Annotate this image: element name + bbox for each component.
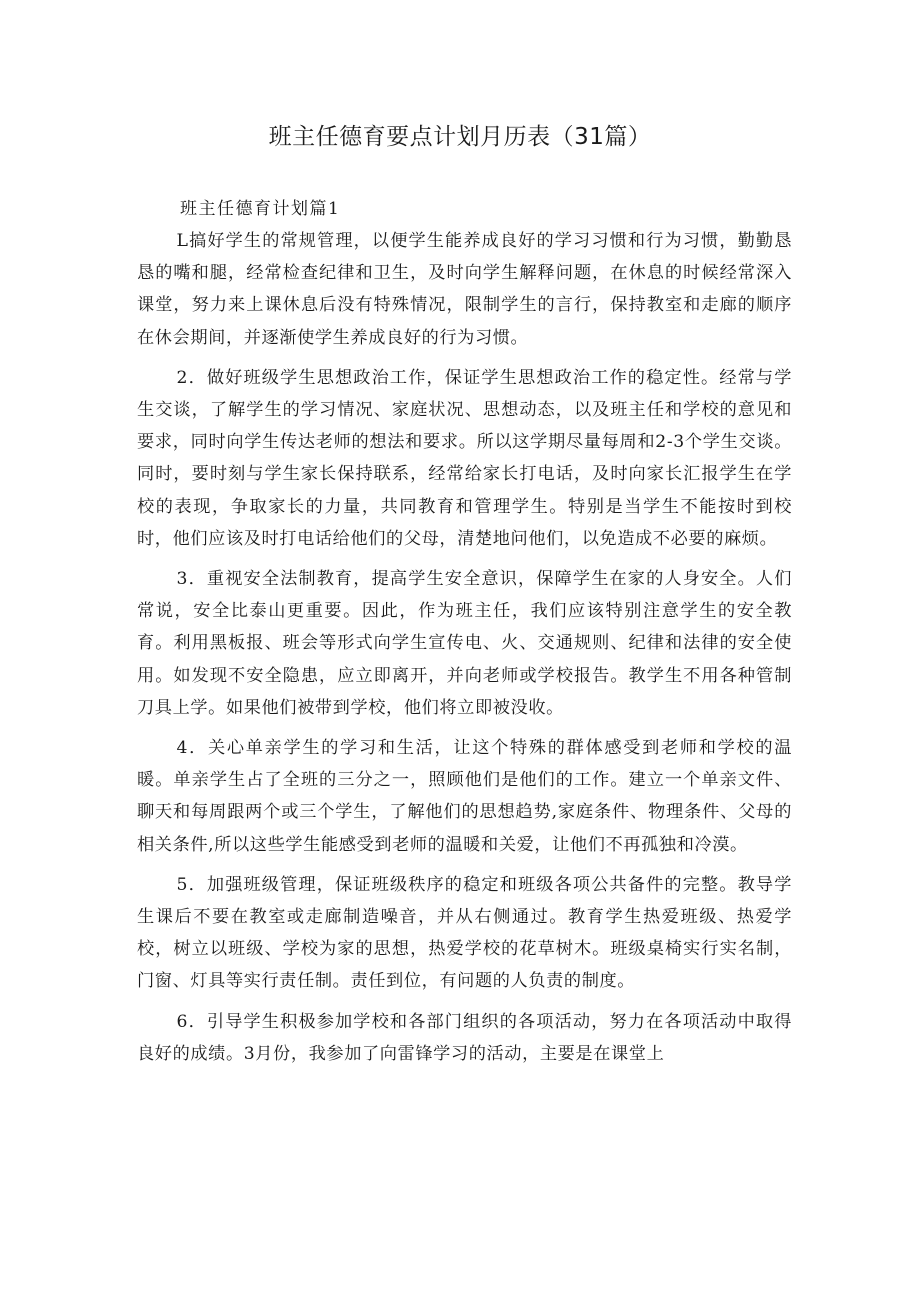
paragraph-3: 3．重视安全法制教育，提高学生安全意识，保障学生在家的人身安全。人们常说，安全比泰山更重要。因此，作为班主任，我们应该特别注意学生的安全教育。利用黑板报、班会等形式向学生宣传电、火、交通规则、纪律和法律的安全使用。如发现不安全隐患，应立即离开，并向老师或学校报告。教学生不用各种管制刀具上学。如果他们被带到学校，他们将立即被没收。 <box>137 569 792 718</box>
section-heading: 班主任德育计划篇1 <box>180 199 341 219</box>
document-body <box>137 225 792 1078</box>
paragraph-1: L搞好学生的常规管理，以便学生能养成良好的学习习惯和行为习惯，勤勤恳恳的嘴和腿，经常检查纪律和卫生，及时向学生解释问题，在休息的时候经常深入课堂，努力来上课休息后没有特殊情况，限制学生的言行，保持教室和走廊的顺序在休会期间，并逐渐使学生养成良好的行为习惯。 <box>137 231 792 348</box>
paragraph-2: 2．做好班级学生思想政治工作，保证学生思想政治工作的稳定性。经常与学生交谈，了解学生的学习情况、家庭状况、思想动态，以及班主任和学校的意见和要求，同时向学生传达老师的想法和要求。所以这学期尽量每周和2-3个学生交谈。同时，要时刻与学生家长保持联系，经常给家长打电话，及时向家长汇报学生在学校的表现，争取家长的力量，共同教育和管理学生。特别是当学生不能按时到校时，他们应该及时打电话给他们的父母，清楚地问他们，以免造成不必要的麻烦。 <box>137 367 792 549</box>
document-title: 班主任德育要点计划月历表（31篇） <box>268 124 652 150</box>
paragraph-4: 4．关心单亲学生的学习和生活，让这个特殊的群体感受到老师和学校的温暖。单亲学生占了全班的三分之一，照顾他们是他们的工作。建立一个单亲文件、聊天和每周跟两个或三个学生，了解他们的思想趋势,家庭条件、物理条件、父母的相关条件,所以这些学生能感受到老师的温暖和关爱，让他们不再孤独和冷漠。 <box>137 738 792 855</box>
paragraph-5: 5．加强班级管理，保证班级秩序的稳定和班级各项公共备件的完整。教导学生课后不要在教室或走廊制造噪音，并从右侧通过。教育学生热爱班级、热爱学校，树立以班级、学校为家的思想，热爱学校的花草树木。班级桌椅实行实名制，门窗、灯具等实行责任制。责任到位，有问题的人负责的制度。 <box>137 874 792 992</box>
paragraph-6: 6．引导学生积极参加学校和各部门组织的各项活动，努力在各项活动中取得良好的成绩。3月份，我参加了向雷锋学习的活动，主要是在课堂上 <box>137 1011 792 1064</box>
